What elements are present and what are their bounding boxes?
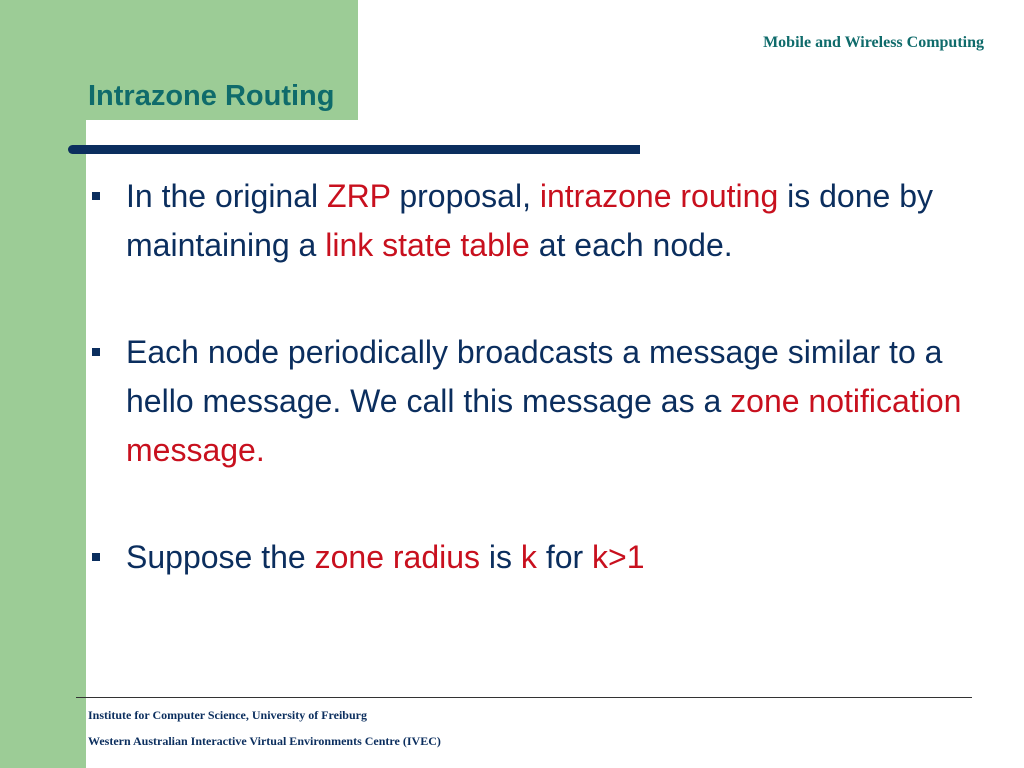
bullet-segment: is [480,539,521,575]
bullet-segment: at each node. [529,227,733,263]
bullet-text [126,334,961,468]
slide-title: Intrazone Routing [88,80,335,112]
bullet-square-icon [92,348,100,356]
bullet-segment: for [536,539,593,575]
bullet-square-icon [92,192,100,200]
bullet-item [88,172,998,270]
bullet-highlight: link state table [325,227,530,263]
bullet-highlight: ZRP [327,178,391,214]
bullet-segment: Each node periodically broadcasts a message similar to a hello message. We call this message as a [126,334,943,419]
title-underline [68,145,640,154]
bullet-highlight: k [520,539,537,575]
bullet-segment: Suppose the [126,539,315,575]
bullet-text [126,178,933,263]
course-header: Mobile and Wireless Computing [763,34,984,51]
bullet-segment: In the original [126,178,328,214]
bullet-highlight: zone radius [314,539,481,575]
footer-divider [76,697,972,698]
bullet-highlight: zone notification message. [126,383,962,468]
footer-institute: Institute for Computer Science, University of Freiburg [88,708,367,722]
bullet-highlight: intrazone routing [539,178,779,214]
bullet-text [126,539,645,575]
bullet-segment: is done by maintaining a [126,178,933,263]
bullet-highlight: k>1 [592,539,645,575]
footer-ivec: Western Australian Interactive Virtual Environments Centre (IVEC) [88,734,441,748]
left-accent-strip [0,0,86,768]
bullet-list [88,172,998,582]
bullet-item [88,533,998,582]
bullet-item [88,328,998,475]
bullet-square-icon [92,553,100,561]
bullet-segment: proposal, [390,178,540,214]
